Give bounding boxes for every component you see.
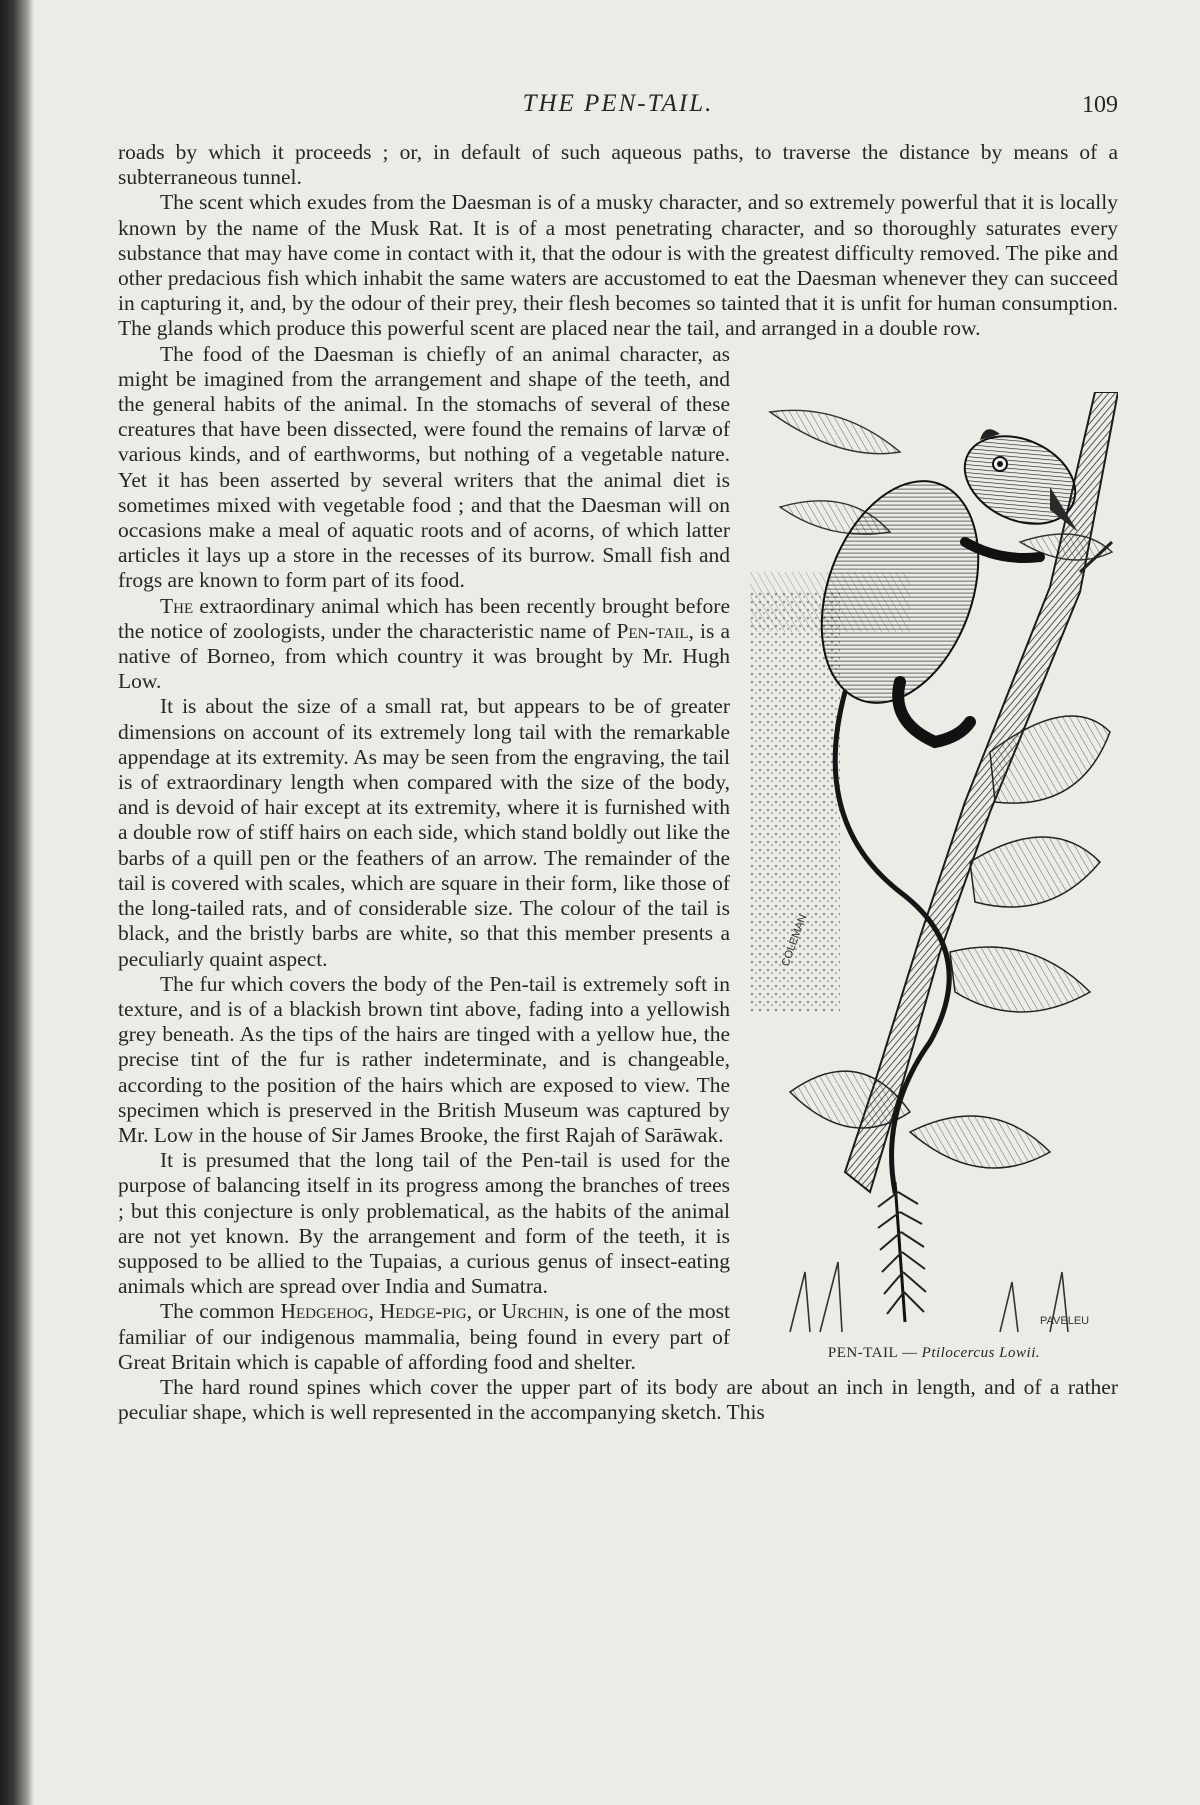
- leaf: [950, 947, 1090, 1012]
- term-hedge-pig: Hedge-pig: [379, 1299, 467, 1324]
- paragraph: roads by which it proceeds ; or, in default of such aqueous paths, to traverse the distance by means of a subterraneous tunnel.: [118, 140, 1118, 190]
- pen-tail-engraving-icon: [750, 392, 1118, 1340]
- caption-species: Ptilocercus Lowii.: [921, 1344, 1041, 1361]
- paragraph: The hard round spines which cover the upper part of its body are about an inch in length, and of a rather peculiar shape, which is well represented in the accompanying sketch. This: [118, 1374, 1118, 1425]
- paragraph-text: , or: [466, 1299, 502, 1324]
- paragraph-text: , is a native of Borneo, from which country it was brought by Mr. Hugh Low.: [118, 618, 730, 694]
- leaf: [910, 1116, 1050, 1168]
- paragraph-text: extraordinary animal which has been recently brought before the notice of zoologists, under the characteristic name of: [118, 593, 730, 643]
- grass: [790, 1262, 1068, 1332]
- engraver-signature: PAVELEU: [1040, 1314, 1090, 1327]
- paragraph: It is about the size of a small rat, but appears to be of greater dimensions on account of its extremely long tail with the remarkable appendage at its extremity. As may be seen from the engraving, the tail is of extraordinary length when compared with the size of the body, and is devoid of hair except at its extremity, where it is furnished with a double row of stiff hairs on each side, which stand boldly out like the barbs of a quill pen or the feathers of an arrow. The remainder of the tail is covered with scales, which are square in their form, like those of the long-tailed rats, and of considerable size. The colour of the tail is black, and the bristly barbs are white, so that this member presents a peculiarly quaint aspect.: [118, 694, 730, 971]
- running-head: [118, 90, 1118, 124]
- paragraph: The fur which covers the body of the Pen-tail is extremely soft in texture, and is of a blackish brown tint above, fading into a yellowish grey beneath. As the tips of the hairs are tinged with a yellow hue, the precise tint of the fur is rather indeterminate, and is changeable, according to the position of the hairs which are exposed to view. The specimen which is preserved in the British Museum was captured by Mr. Low in the house of Sir James Brooke, the first Rajah of Sarāwak.: [118, 971, 730, 1147]
- leaf: [970, 837, 1100, 907]
- term-hedgehog: Hedgehog: [280, 1299, 369, 1324]
- paragraph-text: ,: [368, 1299, 380, 1324]
- paragraph-text: , is one of the most familiar of our indigenous mammalia, being found in every part of Great Britain which is capable of affording food and shelter.: [118, 1299, 731, 1374]
- leaf: [770, 410, 900, 453]
- book-binding-shadow: [0, 0, 34, 1805]
- body-text: [118, 140, 1118, 1425]
- figure-caption: [750, 1344, 1118, 1362]
- page-title: THE PEN-TAIL.: [522, 90, 714, 117]
- caption-separator: —: [902, 1344, 918, 1361]
- term-urchin: Urchin: [501, 1299, 564, 1324]
- figure-pen-tail: [750, 392, 1118, 1367]
- lead-word: The: [160, 593, 194, 618]
- pen-tail-feather-tuft: [878, 1182, 926, 1322]
- paragraph: The scent which exudes from the Daesman is of a musky character, and so extremely powerful that it is locally known by the name of the Musk Rat. It is of a most penetrating character, and so thoroughly saturates every substance that may have come in contact with it, that the odour is with the greatest difficulty removed. The pike and other predacious fish which inhabit the same waters are accustomed to eat the Daesman whenever they can succeed in capturing it, and, by the odour of their prey, their flesh becomes so tainted that it is unfit for human consumption. The glands which produce this powerful scent are placed near the tail, and arranged in a double row.: [118, 190, 1118, 341]
- page-number: 109: [1082, 92, 1118, 118]
- book-page: [118, 0, 1118, 1805]
- caption-name: PEN-TAIL: [827, 1344, 899, 1361]
- artist-signature: COLEMAN: [779, 912, 810, 968]
- paragraph: It is presumed that the long tail of the Pen-tail is used for the purpose of balancing itself in its progress among the branches of trees ; but this conjecture is only problematical, as the habits of the animal are not yet known. By the arrangement and form of the teeth, it is supposed to be allied to the Tupaias, a curious genus of insect-eating animals which are spread over India and Sumatra.: [118, 1148, 730, 1299]
- term-pen-tail: Pen-tail: [616, 618, 689, 643]
- paragraph-text: The common: [160, 1299, 281, 1324]
- paragraph: The food of the Daesman is chiefly of an animal character, as might be imagined from the arrangement and shape of the teeth, and the general habits of the animal. In the stomachs of several of these creatures that have been dissected, were found the remains of larvæ of various kinds, and of earthworms, but nothing of a vegetable nature. Yet it has been asserted by several writers that the animal diet is sometimes mixed with vegetable food ; and that the Daesman will on occasions make a meal of aquatic roots and of acorns, of which latter articles it lays up a store in the recesses of its burrow. Small fish and frogs are known to form part of its food.: [118, 341, 730, 593]
